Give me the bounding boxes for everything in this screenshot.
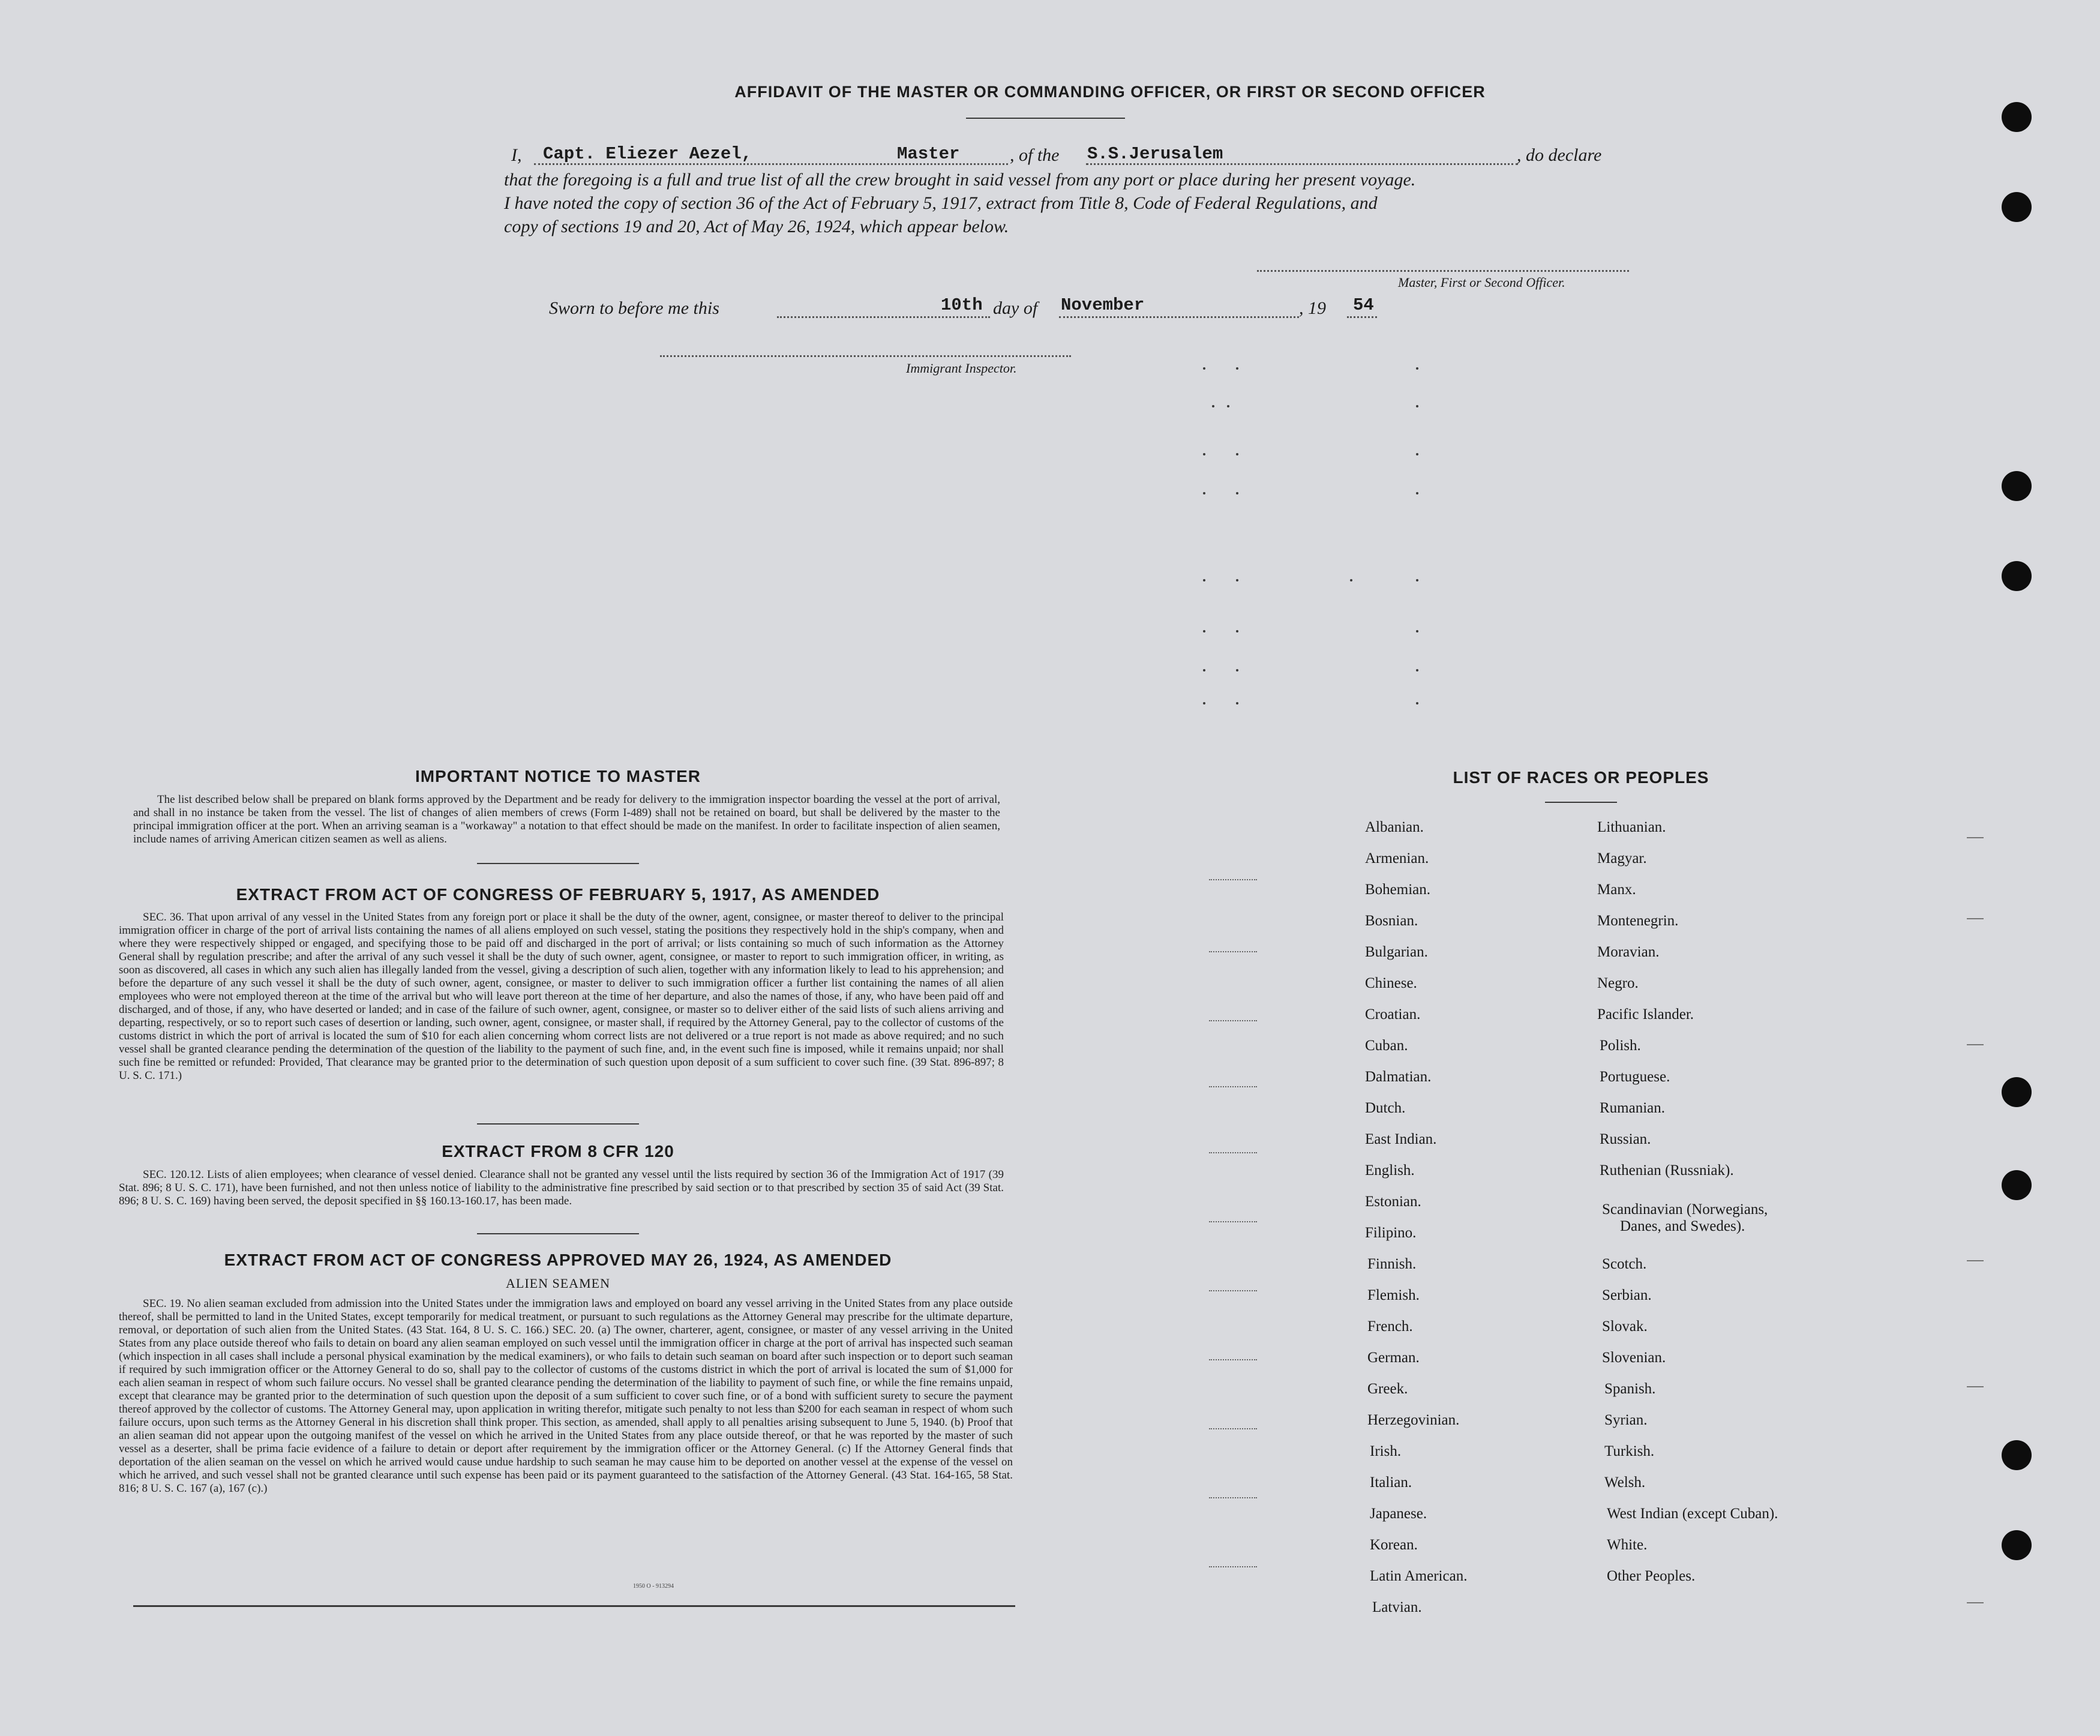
race-ruthenian: Ruthenian (Russniak). xyxy=(1600,1162,1734,1179)
master-signature-line xyxy=(1257,270,1629,272)
mark xyxy=(1203,367,1205,370)
affidavit-line-4: copy of sections 19 and 20, Act of May 26, 1924, which appear below. xyxy=(504,217,1009,236)
year-blank xyxy=(1347,316,1377,318)
race-filipino: Filipino. xyxy=(1365,1225,1417,1241)
race-negro: Negro. xyxy=(1597,975,1639,991)
extract-1917-body: SEC. 36. That upon arrival of any vessel in the United States from any foreign port or place it shall be the duty of the owner, agent, consignee, or master thereof to deliver to the principal immigration officer in charge of the port of arrival lists containing the names of all aliens employed on such vessel, stating the positions they respectively hold in the ship's company, when and where they were respectively shipped or engaged, and specifying those to be paid off and discharged in the port of arrival; or lists containing so much of such information as the Attorney General shall by regulation prescribe; and after the arrival of any such vessel it shall be the duty of such owner, agent, consignee, or master to report to such immigration officer, in writing, as soon as discovered, all cases in which any such alien has illegally landed from the vessel, giving a description of such alien, together with any information likely to lead to his apprehension; and before the departure of any such vessel it shall be the duty of such owner, agent, consignee, or master to deliver to such immigration officer a further list containing the names of all alien employees who were not employed thereon at the time of the arrival but who will leave port thereon at the time of her departure, and also the names of those, if any, who have been paid off and discharged, and of those, if any, who have deserted or landed; and in case of the failure of such owner, agent, consignee, or master so to deliver either of the said lists of such aliens arriving and departing, respectively, or so to report such cases of desertion or landing, such owner, agent, consignee, or master shall, if required by the Attorney General, pay to the collector of customs of the customs district in which the port of arrival is located the sum of $10 for each alien concerning whom correct lists are not delivered or a true report is not made as above required; and no such vessel shall be granted clearance pending the determination of the question of the liability to the payment of such fine, and, in the event such fine is imposed, while it remains unpaid; nor shall such fine be remitted or refunded: Provided, That clearance may be granted prior to the determination of such question upon deposit of a sum sufficient to cover such fine. (39 Stat. 896-897; 8 U. S. C. 171.) xyxy=(119,911,1004,1082)
sworn-year-value: 54 xyxy=(1353,295,1374,315)
binder-hole xyxy=(2002,102,2032,132)
column-dash xyxy=(1209,1221,1257,1222)
year-prefix-label: , 19 xyxy=(1299,298,1326,318)
mark xyxy=(1236,630,1238,632)
edge-mark xyxy=(1967,1044,1984,1045)
extract-1924-body: SEC. 19. No alien seaman excluded from admission into the United States under the immigration laws and employed on board any vessel arriving in the United States from any place outside thereof, shall be permitted to land in the United States, except temporarily for medical treatment, or pursuant to such regulations as the Attorney General may prescribe for the ultimate departure, removal, or deportation of such alien from the United States. (43 Stat. 164, 8 U. S. C. 166.) SEC. 20. (a) The owner, charterer, agent, consignee, or master of any vessel arriving in the United States from any place outside thereof who fails to detain on board any alien seaman employed on such vessel until the immigration officer in charge at the port of arrival has inspected such seaman (which inspection in all cases shall include a personal physical examination by the medical examiners), or who fails to detain such seaman on board after such inspection or to deport such seaman if required by such immigration officer or the Attorney General to do so, shall pay to the collector of customs of the customs district in which the port of arrival is located the sum of $1,000 for each alien seaman in respect of whom such failure occurs. No vessel shall be granted clearance pending the determination of the liability to payment of such fine, or while the fine remains unpaid, except that clearance may be granted prior to the determination of such question upon the deposit of a sum sufficient to cover such fine, or of a bond with sufficient surety to secure the payment thereof approved by the collector of customs. The Attorney General may, upon application in writing therefor, mitigate such penalty to not less than $200 for each seaman in respect of whom such failure occurs, upon such terms as the Attorney General in his discretion shall think proper. This section, as amended, shall apply to all penalties arising subsequent to June 5, 1940. (b) Proof that an alien seaman did not appear upon the outgoing manifest of the vessel on which he arrived in the United States from any place outside thereof, or that he was reported by the master of such vessel as a deserter, shall be prima facie evidence of a failure to detain or deport after requirement by the immigration officer or the Attorney General. (c) If the Attorney General finds that deportation of the alien seaman on the vessel on which he arrived would cause undue hardship to such seaman he may cause him to be deported on another vessel at the expense of the vessel on which he arrived, and such vessel shall not be granted clearance until such expense has been paid or its payment guaranteed to the satisfaction of the Attorney General. (43 Stat. 164-165, 58 Stat. 816; 8 U. S. C. 167 (a), 167 (c).) xyxy=(119,1297,1013,1495)
section-rule xyxy=(477,1233,639,1234)
mark xyxy=(1227,405,1229,407)
column-dash xyxy=(1209,1428,1257,1429)
race-syrian: Syrian. xyxy=(1604,1412,1648,1428)
section-rule xyxy=(477,1123,639,1125)
race-armenian: Armenian. xyxy=(1365,850,1429,866)
binder-hole xyxy=(2002,471,2032,501)
race-bohemian: Bohemian. xyxy=(1365,882,1431,898)
race-italian: Italian. xyxy=(1370,1474,1412,1491)
race-finnish: Finnish. xyxy=(1367,1256,1417,1272)
mark xyxy=(1203,669,1205,671)
print-code: 1950 O - 913294 xyxy=(633,1583,674,1590)
edge-mark xyxy=(1967,1386,1984,1387)
race-lithuanian: Lithuanian. xyxy=(1597,819,1666,835)
column-dash xyxy=(1209,879,1257,880)
binder-hole xyxy=(2002,192,2032,222)
column-dash xyxy=(1209,1566,1257,1567)
race-white: White. xyxy=(1607,1537,1648,1553)
mark xyxy=(1236,702,1238,704)
extract-1924-subtitle: ALIEN SEAMEN xyxy=(506,1276,610,1291)
race-serbian: Serbian. xyxy=(1602,1287,1652,1303)
race-cuban: Cuban. xyxy=(1365,1038,1408,1054)
mark xyxy=(1416,630,1418,632)
mark xyxy=(1416,453,1418,455)
race-russian: Russian. xyxy=(1600,1131,1651,1147)
mark xyxy=(1203,579,1205,581)
extract-cfr-body: SEC. 120.12. Lists of alien employees; when clearance of vessel denied. Clearance shall not be granted any vessel until the lists required by section 36 of the Immigration Act of 1917 (39 Stat. 896; 8 U. S. C. 171), have been furnished, and not then unless notice of liability to the administrative fine prescribed by said section or to that prescribed by section 35 of said Act (39 Stat. 896; 8 U. S. C. 169) having been served, the deposit specified in §§ 160.13-160.17, has been made. xyxy=(119,1168,1004,1207)
mark xyxy=(1236,367,1238,370)
column-dash xyxy=(1209,1086,1257,1087)
day-blank xyxy=(777,316,990,318)
master-signature-label: Master, First or Second Officer. xyxy=(1398,275,1565,290)
race-portuguese: Portuguese. xyxy=(1600,1069,1670,1085)
binder-hole xyxy=(2002,561,2032,591)
mark xyxy=(1236,669,1238,671)
race-chinese: Chinese. xyxy=(1365,975,1417,991)
edge-mark xyxy=(1967,837,1984,838)
mark xyxy=(1212,405,1214,407)
race-dalmatian: Dalmatian. xyxy=(1365,1069,1432,1085)
races-title: LIST OF RACES OR PEOPLES xyxy=(1453,768,1709,787)
binder-hole xyxy=(2002,1077,2032,1107)
race-rumanian: Rumanian. xyxy=(1600,1100,1666,1116)
race-croatian: Croatian. xyxy=(1365,1006,1421,1023)
edge-mark xyxy=(1967,1602,1984,1603)
column-dash xyxy=(1209,1152,1257,1153)
race-flemish: Flemish. xyxy=(1367,1287,1420,1303)
mark xyxy=(1203,630,1205,632)
month-blank xyxy=(1059,316,1299,318)
race-west-indian: West Indian (except Cuban). xyxy=(1607,1506,1778,1522)
race-greek: Greek. xyxy=(1367,1381,1408,1397)
race-estonian: Estonian. xyxy=(1365,1194,1421,1210)
mark xyxy=(1416,579,1418,581)
race-slovenian: Slovenian. xyxy=(1602,1350,1666,1366)
mark xyxy=(1236,453,1238,455)
binder-hole xyxy=(2002,1170,2032,1200)
mark xyxy=(1236,492,1238,494)
mark xyxy=(1236,579,1238,581)
race-german: German. xyxy=(1367,1350,1420,1366)
race-slovak: Slovak. xyxy=(1602,1318,1648,1335)
race-moravian: Moravian. xyxy=(1597,944,1660,960)
race-english: English. xyxy=(1365,1162,1415,1179)
edge-mark xyxy=(1967,918,1984,919)
race-japanese: Japanese. xyxy=(1370,1506,1427,1522)
of-the-label: , of the xyxy=(1010,145,1060,165)
mark xyxy=(1416,492,1418,494)
notice-title: IMPORTANT NOTICE TO MASTER xyxy=(415,767,701,785)
extract-1924-title: EXTRACT FROM ACT OF CONGRESS APPROVED MAY 26, 1924, AS AMENDED xyxy=(224,1251,892,1269)
race-spanish: Spanish. xyxy=(1604,1381,1656,1397)
mark xyxy=(1350,579,1352,581)
column-dash xyxy=(1209,1497,1257,1498)
mark xyxy=(1203,702,1205,704)
binder-hole xyxy=(2002,1530,2032,1560)
affidavit-line-3: I have noted the copy of section 36 of the Act of February 5, 1917, extract from Title 8, Code of Federal Regulations, and xyxy=(504,193,1378,213)
column-dash xyxy=(1209,1290,1257,1291)
notice-body: The list described below shall be prepared on blank forms approved by the Department and be ready for delivery to the immigration inspector boarding the vessel at the port of arrival, and shall in no instance be taken from the vessel. The list of changes of alien members of crews (Form I-489) shall not be retained on board, but shall be delivered by the master to the principal immigration officer at the port. When an arriving seaman is a "workaway" a notation to that effect should be made on the manifest. In order to facilitate inspection of alien seamen, include names of arriving American citizen seamen as well as aliens. xyxy=(133,793,1000,845)
extract-1917-title: EXTRACT FROM ACT OF CONGRESS OF FEBRUARY 5, 1917, AS AMENDED xyxy=(236,885,880,904)
bottom-rule xyxy=(133,1605,1015,1607)
do-declare-label: , do declare xyxy=(1517,145,1602,165)
binder-hole xyxy=(2002,1440,2032,1470)
mark xyxy=(1203,492,1205,494)
race-latin-american: Latin American. xyxy=(1370,1568,1468,1584)
race-irish: Irish. xyxy=(1370,1443,1402,1459)
mark xyxy=(1416,669,1418,671)
extract-cfr-title: EXTRACT FROM 8 CFR 120 xyxy=(442,1142,674,1161)
mark xyxy=(1416,702,1418,704)
day-of-label: day of xyxy=(993,298,1038,318)
affidavit-line-2: that the foregoing is a full and true list of all the crew brought in said vessel from any port or place during her present voyage. xyxy=(504,170,1416,190)
column-dash xyxy=(1209,1359,1257,1360)
race-manx: Manx. xyxy=(1597,882,1636,898)
race-scandinavian-cont: Danes, and Swedes). xyxy=(1620,1218,1745,1234)
mark xyxy=(1203,453,1205,455)
column-dash xyxy=(1209,1020,1257,1021)
sworn-label: Sworn to before me this xyxy=(549,298,719,318)
race-scandinavian: Scandinavian (Norwegians, xyxy=(1602,1201,1768,1218)
race-east-indian: East Indian. xyxy=(1365,1131,1437,1147)
master-name-value: Capt. Eliezer Aezel, xyxy=(543,144,752,164)
race-pacific-islander: Pacific Islander. xyxy=(1597,1006,1694,1023)
races-title-rule xyxy=(1545,802,1617,803)
race-latvian: Latvian. xyxy=(1372,1599,1422,1615)
race-bulgarian: Bulgarian. xyxy=(1365,944,1428,960)
race-dutch: Dutch. xyxy=(1365,1100,1406,1116)
race-other-peoples: Other Peoples. xyxy=(1607,1568,1696,1584)
race-turkish: Turkish. xyxy=(1604,1443,1655,1459)
race-welsh: Welsh. xyxy=(1604,1474,1646,1491)
mark xyxy=(1416,367,1418,370)
inspector-signature-line xyxy=(660,355,1071,357)
race-albanian: Albanian. xyxy=(1365,819,1424,835)
race-magyar: Magyar. xyxy=(1597,850,1647,866)
column-dash xyxy=(1209,951,1257,952)
affidavit-title-rule xyxy=(966,118,1125,119)
race-herzegovinian: Herzegovinian. xyxy=(1367,1412,1460,1428)
mark xyxy=(1416,405,1418,407)
affidavit-title: AFFIDAVIT OF THE MASTER OR COMMANDING OFFICER, OR FIRST OR SECOND OFFICER xyxy=(734,83,1486,101)
inspector-label: Immigrant Inspector. xyxy=(906,361,1017,376)
sworn-month-value: November xyxy=(1061,295,1145,315)
sworn-day-value: 10th xyxy=(941,295,983,315)
race-bosnian: Bosnian. xyxy=(1365,913,1418,929)
vessel-name-value: S.S.Jerusalem xyxy=(1087,144,1223,164)
race-polish: Polish. xyxy=(1600,1038,1641,1054)
race-korean: Korean. xyxy=(1370,1537,1418,1553)
edge-mark xyxy=(1967,1260,1984,1261)
race-montenegrin: Montenegrin. xyxy=(1597,913,1679,929)
affidavit-i-label: I, xyxy=(511,145,522,165)
race-french: French. xyxy=(1367,1318,1413,1335)
master-rank-value: Master xyxy=(897,144,960,164)
race-scotch: Scotch. xyxy=(1602,1256,1647,1272)
section-rule xyxy=(477,863,639,864)
